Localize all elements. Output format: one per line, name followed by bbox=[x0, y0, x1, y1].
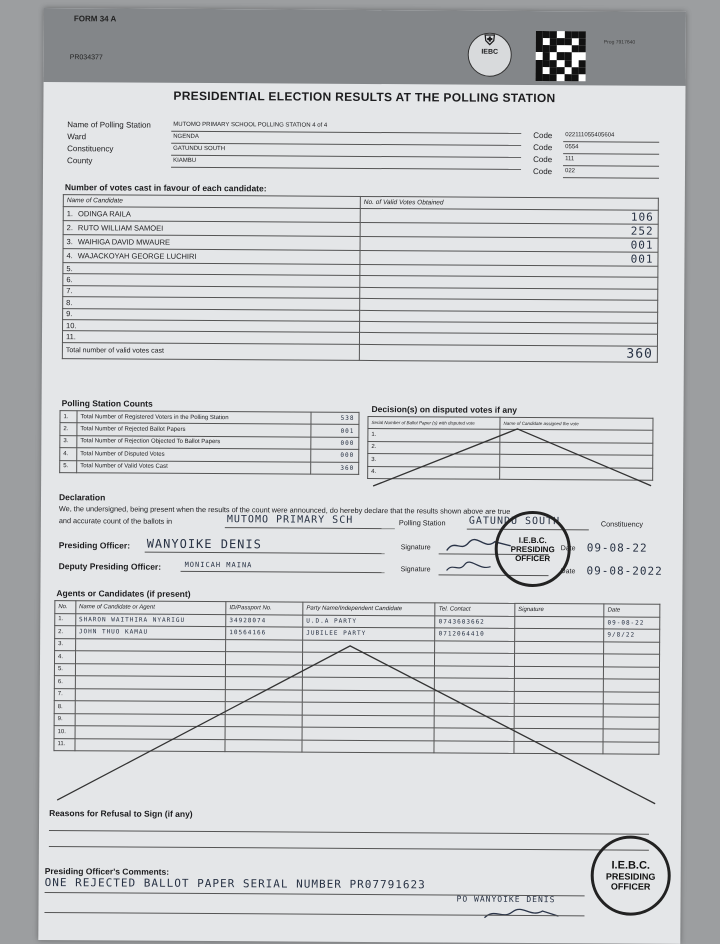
agent-party-cell bbox=[303, 640, 435, 653]
county-code-value: 022 bbox=[565, 168, 575, 174]
disputed-row bbox=[368, 466, 653, 480]
disputed-serial-cell: 1. bbox=[368, 429, 500, 442]
candidate-results-table bbox=[62, 194, 659, 362]
agent-row bbox=[54, 738, 659, 754]
candidate-number: 4. bbox=[66, 251, 72, 260]
agent-tel-cell bbox=[435, 653, 514, 666]
stamp-line-1: I.E.B.C. bbox=[594, 859, 668, 871]
total-valid-votes-value: 360 bbox=[359, 344, 657, 362]
form-header-band bbox=[44, 8, 686, 86]
agent-party-cell bbox=[302, 727, 434, 740]
count-label: Total Number of Registered Voters in the Polling Station bbox=[77, 411, 311, 425]
deputy-presiding-officer-label: Deputy Presiding Officer: bbox=[59, 561, 162, 572]
agent-sig-cell bbox=[514, 741, 604, 754]
agent-id-cell bbox=[226, 652, 303, 665]
dpo-date-label: Date bbox=[561, 568, 576, 575]
agent-party-cell bbox=[302, 690, 434, 703]
ward-value: NGENDA bbox=[173, 134, 199, 140]
agent-no-cell: 9. bbox=[54, 713, 75, 726]
candidate-number: 11. bbox=[66, 332, 76, 341]
polling-station-label: Name of Polling Station bbox=[67, 120, 151, 130]
agent-name-cell bbox=[75, 676, 225, 689]
stamp-line-1: I.E.B.C. bbox=[498, 535, 568, 544]
count-row bbox=[60, 460, 359, 474]
candidate-number: 1. bbox=[67, 209, 73, 218]
candidate-number: 2. bbox=[67, 223, 73, 232]
disputed-serial-cell: 4. bbox=[368, 466, 500, 479]
agent-sig-cell bbox=[515, 616, 605, 629]
agent-party-cell bbox=[303, 652, 435, 665]
agents-table bbox=[53, 600, 660, 755]
agent-date-cell: 09-08-22 bbox=[604, 616, 660, 629]
disputed-candidate-header: Name of Candidate assigned the vote bbox=[500, 417, 653, 430]
agent-party-cell bbox=[302, 677, 434, 690]
count-number: 4. bbox=[60, 448, 77, 460]
candidate-number: 7. bbox=[66, 287, 72, 296]
polling-station-value: MUTOMO PRIMARY SCHOOL POLLING STATION 4 of 4 bbox=[173, 122, 327, 129]
candidate-name: RUTO WILLIAM SAMOEI bbox=[78, 223, 163, 233]
disputed-candidate-cell bbox=[500, 467, 653, 480]
agent-date-cell: 9/8/22 bbox=[604, 629, 660, 642]
form-reference-number: Prog 7917640 bbox=[604, 39, 635, 45]
agent-name-cell: SHARON WAITHIRA NYARIGU bbox=[75, 613, 225, 626]
agent-tel-cell bbox=[434, 740, 513, 753]
disputed-votes-table bbox=[367, 416, 653, 481]
agent-no-cell: 7. bbox=[54, 688, 75, 701]
dpo-signature bbox=[445, 560, 495, 574]
agent-tel-cell bbox=[435, 703, 514, 716]
constituency-code-value: 111 bbox=[565, 156, 574, 162]
agents-column-header: Party Name/Independent Candidate bbox=[303, 602, 435, 615]
agent-sig-cell bbox=[514, 716, 604, 729]
agent-tel-cell bbox=[434, 728, 513, 741]
agent-id-cell bbox=[225, 677, 302, 690]
valid-votes-header: No. of Valid Votes Obtained bbox=[360, 196, 658, 210]
agent-name-cell bbox=[75, 638, 225, 651]
disputed-serial-cell: 3. bbox=[368, 454, 500, 467]
station-code-value: 022111055405604 bbox=[565, 132, 614, 138]
dpo-date-value: 09-08-2022 bbox=[587, 564, 663, 577]
agent-name-cell: JOHN THUO KAMAU bbox=[75, 626, 225, 639]
agent-date-cell bbox=[604, 654, 660, 667]
dpo-signature-label: Signature bbox=[401, 566, 431, 573]
constituency-label: Constituency bbox=[67, 144, 113, 153]
agents-column-header: No. bbox=[55, 601, 76, 614]
agent-party-cell: JUBILEE PARTY bbox=[303, 627, 435, 640]
agent-name-cell bbox=[75, 738, 225, 751]
count-number: 1. bbox=[60, 411, 77, 423]
agent-date-cell bbox=[603, 729, 659, 742]
po-signature-label: Signature bbox=[401, 544, 431, 551]
agent-no-cell: 3. bbox=[55, 638, 76, 651]
count-value: 538 bbox=[311, 412, 359, 425]
agent-name-cell bbox=[75, 651, 225, 664]
candidates-heading: Number of votes cast in favour of each candidate: bbox=[65, 182, 267, 193]
count-number: 2. bbox=[60, 423, 77, 435]
agent-party-cell bbox=[302, 715, 434, 728]
code-label: Code bbox=[533, 155, 552, 164]
agent-name-cell bbox=[75, 663, 225, 676]
candidate-number: 6. bbox=[66, 275, 72, 284]
agent-party-cell bbox=[302, 665, 434, 678]
comments-signoff: PO WANYOIKE DENIS bbox=[457, 895, 556, 905]
declaration-polling-station-label: Polling Station bbox=[399, 518, 446, 527]
stamp-line-2: PRESIDING bbox=[594, 871, 668, 881]
agent-tel-cell bbox=[435, 665, 514, 678]
form-34a-sheet bbox=[38, 8, 686, 944]
candidate-number: 10. bbox=[66, 321, 76, 330]
disputed-serial-header: Serial Number of Ballot Paper (s) with disputed vote bbox=[368, 416, 500, 429]
agent-id-cell: 10564166 bbox=[226, 627, 303, 640]
agents-column-header: Signature bbox=[515, 603, 605, 616]
agent-no-cell: 4. bbox=[54, 651, 75, 664]
candidate-number: 3. bbox=[67, 237, 73, 246]
po-date-label: Date bbox=[561, 545, 576, 552]
agent-name-cell bbox=[75, 688, 225, 701]
candidate-votes: 252 bbox=[360, 222, 658, 238]
stamp-line-2: PRESIDING bbox=[498, 544, 568, 553]
candidate-number: 9. bbox=[66, 309, 72, 318]
count-value: 001 bbox=[311, 425, 359, 438]
agent-date-cell bbox=[604, 691, 660, 704]
agent-date-cell bbox=[603, 704, 659, 717]
candidate-name-header: Name of Candidate bbox=[63, 195, 360, 209]
code-label: Code bbox=[533, 143, 552, 152]
agent-party-cell bbox=[302, 702, 434, 715]
agent-sig-cell bbox=[514, 666, 604, 679]
iebc-presiding-officer-stamp bbox=[494, 511, 570, 587]
count-label: Total Number of Rejection Objected To Ballot Papers bbox=[77, 435, 311, 449]
agent-tel-cell: 0743603662 bbox=[435, 615, 514, 628]
presiding-officer-name: WANYOIKE DENIS bbox=[147, 537, 262, 552]
agent-id-cell bbox=[225, 727, 302, 740]
polling-station-counts-heading: Polling Station Counts bbox=[62, 398, 153, 409]
agent-id-cell bbox=[225, 689, 302, 702]
candidate-votes: 001 bbox=[360, 236, 658, 252]
agent-sig-cell bbox=[514, 628, 604, 641]
agents-column-header: ID/Passport No. bbox=[226, 602, 303, 615]
agent-sig-cell bbox=[514, 641, 604, 654]
candidate-votes: 106 bbox=[360, 208, 658, 224]
disputed-votes-wrapper bbox=[367, 416, 653, 481]
agent-id-cell bbox=[226, 639, 303, 652]
stamp-line-3: OFFICER bbox=[594, 881, 668, 891]
county-label: County bbox=[67, 156, 92, 165]
refusal-heading: Reasons for Refusal to Sign (if any) bbox=[49, 808, 193, 819]
comments-text: ONE REJECTED BALLOT PAPER SERIAL NUMBER PR07791623 bbox=[45, 876, 426, 891]
stamp-line-3: OFFICER bbox=[498, 553, 568, 562]
count-label: Total Number of Valid Votes Cast bbox=[77, 460, 311, 474]
code-label: Code bbox=[533, 167, 552, 176]
agent-sig-cell bbox=[514, 691, 604, 704]
candidate-name: WAIHIGA DAVID MWAURE bbox=[78, 237, 170, 247]
candidate-name: ODINGA RAILA bbox=[78, 209, 131, 218]
candidate-number: 8. bbox=[66, 298, 72, 307]
count-number: 3. bbox=[60, 435, 77, 447]
disputed-candidate-cell bbox=[500, 442, 653, 455]
agent-sig-cell bbox=[514, 728, 604, 741]
agent-tel-cell bbox=[435, 678, 514, 691]
seal-text: IEBC bbox=[481, 49, 498, 56]
agent-no-cell: 11. bbox=[54, 738, 75, 751]
agent-tel-cell bbox=[435, 690, 514, 703]
agent-date-cell bbox=[604, 679, 660, 692]
count-value: 360 bbox=[311, 462, 359, 475]
code-label: Code bbox=[533, 131, 552, 140]
declaration-text-cont: and accurate count of the ballots in bbox=[59, 516, 172, 526]
iebc-seal-logo bbox=[468, 33, 512, 77]
agent-id-cell: 34928074 bbox=[226, 614, 303, 627]
agent-no-cell: 2. bbox=[55, 626, 76, 639]
disputed-serial-cell: 2. bbox=[368, 441, 500, 454]
agent-name-cell bbox=[75, 713, 225, 726]
ward-label: Ward bbox=[67, 132, 86, 141]
declaration-constituency-label: Constituency bbox=[601, 519, 643, 528]
declaration-constituency-handwritten: GATUNDU SOUTH bbox=[469, 516, 560, 528]
agents-column-header: Name of Candidate or Agent bbox=[76, 601, 226, 614]
agents-column-header: Tel. Contact bbox=[435, 603, 514, 616]
declaration-heading: Declaration bbox=[59, 492, 105, 502]
agent-party-cell: U.D.A PARTY bbox=[303, 615, 435, 628]
agent-sig-cell bbox=[514, 653, 604, 666]
count-value: 000 bbox=[311, 437, 359, 450]
form-number: FORM 34 A bbox=[74, 14, 116, 23]
candidate-votes: 001 bbox=[360, 250, 658, 266]
constituency-value: GATUNDU SOUTH bbox=[173, 146, 225, 152]
po-date-value: 09-08-22 bbox=[587, 541, 648, 554]
coat-of-arms-icon: ⛨ bbox=[469, 34, 511, 46]
declaration-station-handwritten: MUTOMO PRIMARY SCH bbox=[227, 514, 353, 526]
agent-date-cell bbox=[603, 741, 659, 754]
agent-tel-cell bbox=[435, 715, 514, 728]
page-title: PRESIDENTIAL ELECTION RESULTS AT THE POLLING STATION bbox=[43, 88, 685, 106]
agents-heading: Agents or Candidates (if present) bbox=[56, 588, 190, 599]
agent-date-cell bbox=[604, 641, 660, 654]
agent-id-cell bbox=[225, 702, 302, 715]
agent-tel-cell bbox=[435, 640, 514, 653]
presiding-officer-label: Presiding Officer: bbox=[59, 540, 130, 550]
candidate-number: 5. bbox=[66, 264, 72, 273]
declaration-text: We, the undersigned, being present when the results of the count were announced, do hereby declare that the results shown above are true bbox=[59, 504, 510, 516]
agent-sig-cell bbox=[514, 678, 604, 691]
comments-heading: Presiding Officer's Comments: bbox=[45, 866, 169, 877]
qr-code-icon bbox=[536, 31, 586, 81]
count-value: 000 bbox=[311, 449, 359, 462]
disputed-candidate-cell bbox=[500, 430, 653, 443]
agent-no-cell: 1. bbox=[55, 613, 76, 626]
disputed-votes-heading: Decision(s) on disputed votes if any bbox=[372, 404, 518, 415]
iebc-presiding-officer-stamp-bottom bbox=[590, 835, 670, 915]
form-serial-number: PR034377 bbox=[70, 54, 103, 61]
agent-date-cell bbox=[604, 666, 660, 679]
deputy-presiding-officer-name: MONICAH MAINA bbox=[185, 561, 253, 569]
agent-no-cell: 8. bbox=[54, 701, 75, 714]
total-valid-votes-label: Total number of valid votes cast bbox=[62, 342, 359, 360]
agent-sig-cell bbox=[514, 703, 604, 716]
count-label: Total Number of Disputed Votes bbox=[77, 448, 311, 462]
agent-no-cell: 10. bbox=[54, 726, 75, 739]
county-value: KIAMBU bbox=[173, 158, 196, 164]
agent-id-cell bbox=[226, 664, 303, 677]
agent-party-cell bbox=[302, 740, 434, 753]
disputed-candidate-cell bbox=[500, 454, 653, 467]
candidate-name: WAJACKOYAH GEORGE LUCHIRI bbox=[78, 251, 197, 261]
count-number: 5. bbox=[60, 460, 77, 472]
ward-code-value: 0554 bbox=[565, 144, 578, 150]
agent-id-cell bbox=[225, 739, 302, 752]
agent-name-cell bbox=[75, 701, 225, 714]
agent-name-cell bbox=[75, 726, 225, 739]
agents-wrapper bbox=[53, 600, 660, 755]
agent-date-cell bbox=[603, 716, 659, 729]
agents-column-header: Date bbox=[604, 604, 660, 617]
count-label: Total Number of Rejected Ballot Papers bbox=[77, 423, 311, 437]
agent-no-cell: 5. bbox=[54, 663, 75, 676]
agent-no-cell: 6. bbox=[54, 676, 75, 689]
agent-id-cell bbox=[225, 714, 302, 727]
agent-tel-cell: 0712064410 bbox=[435, 628, 514, 641]
polling-station-counts-table bbox=[59, 410, 359, 475]
